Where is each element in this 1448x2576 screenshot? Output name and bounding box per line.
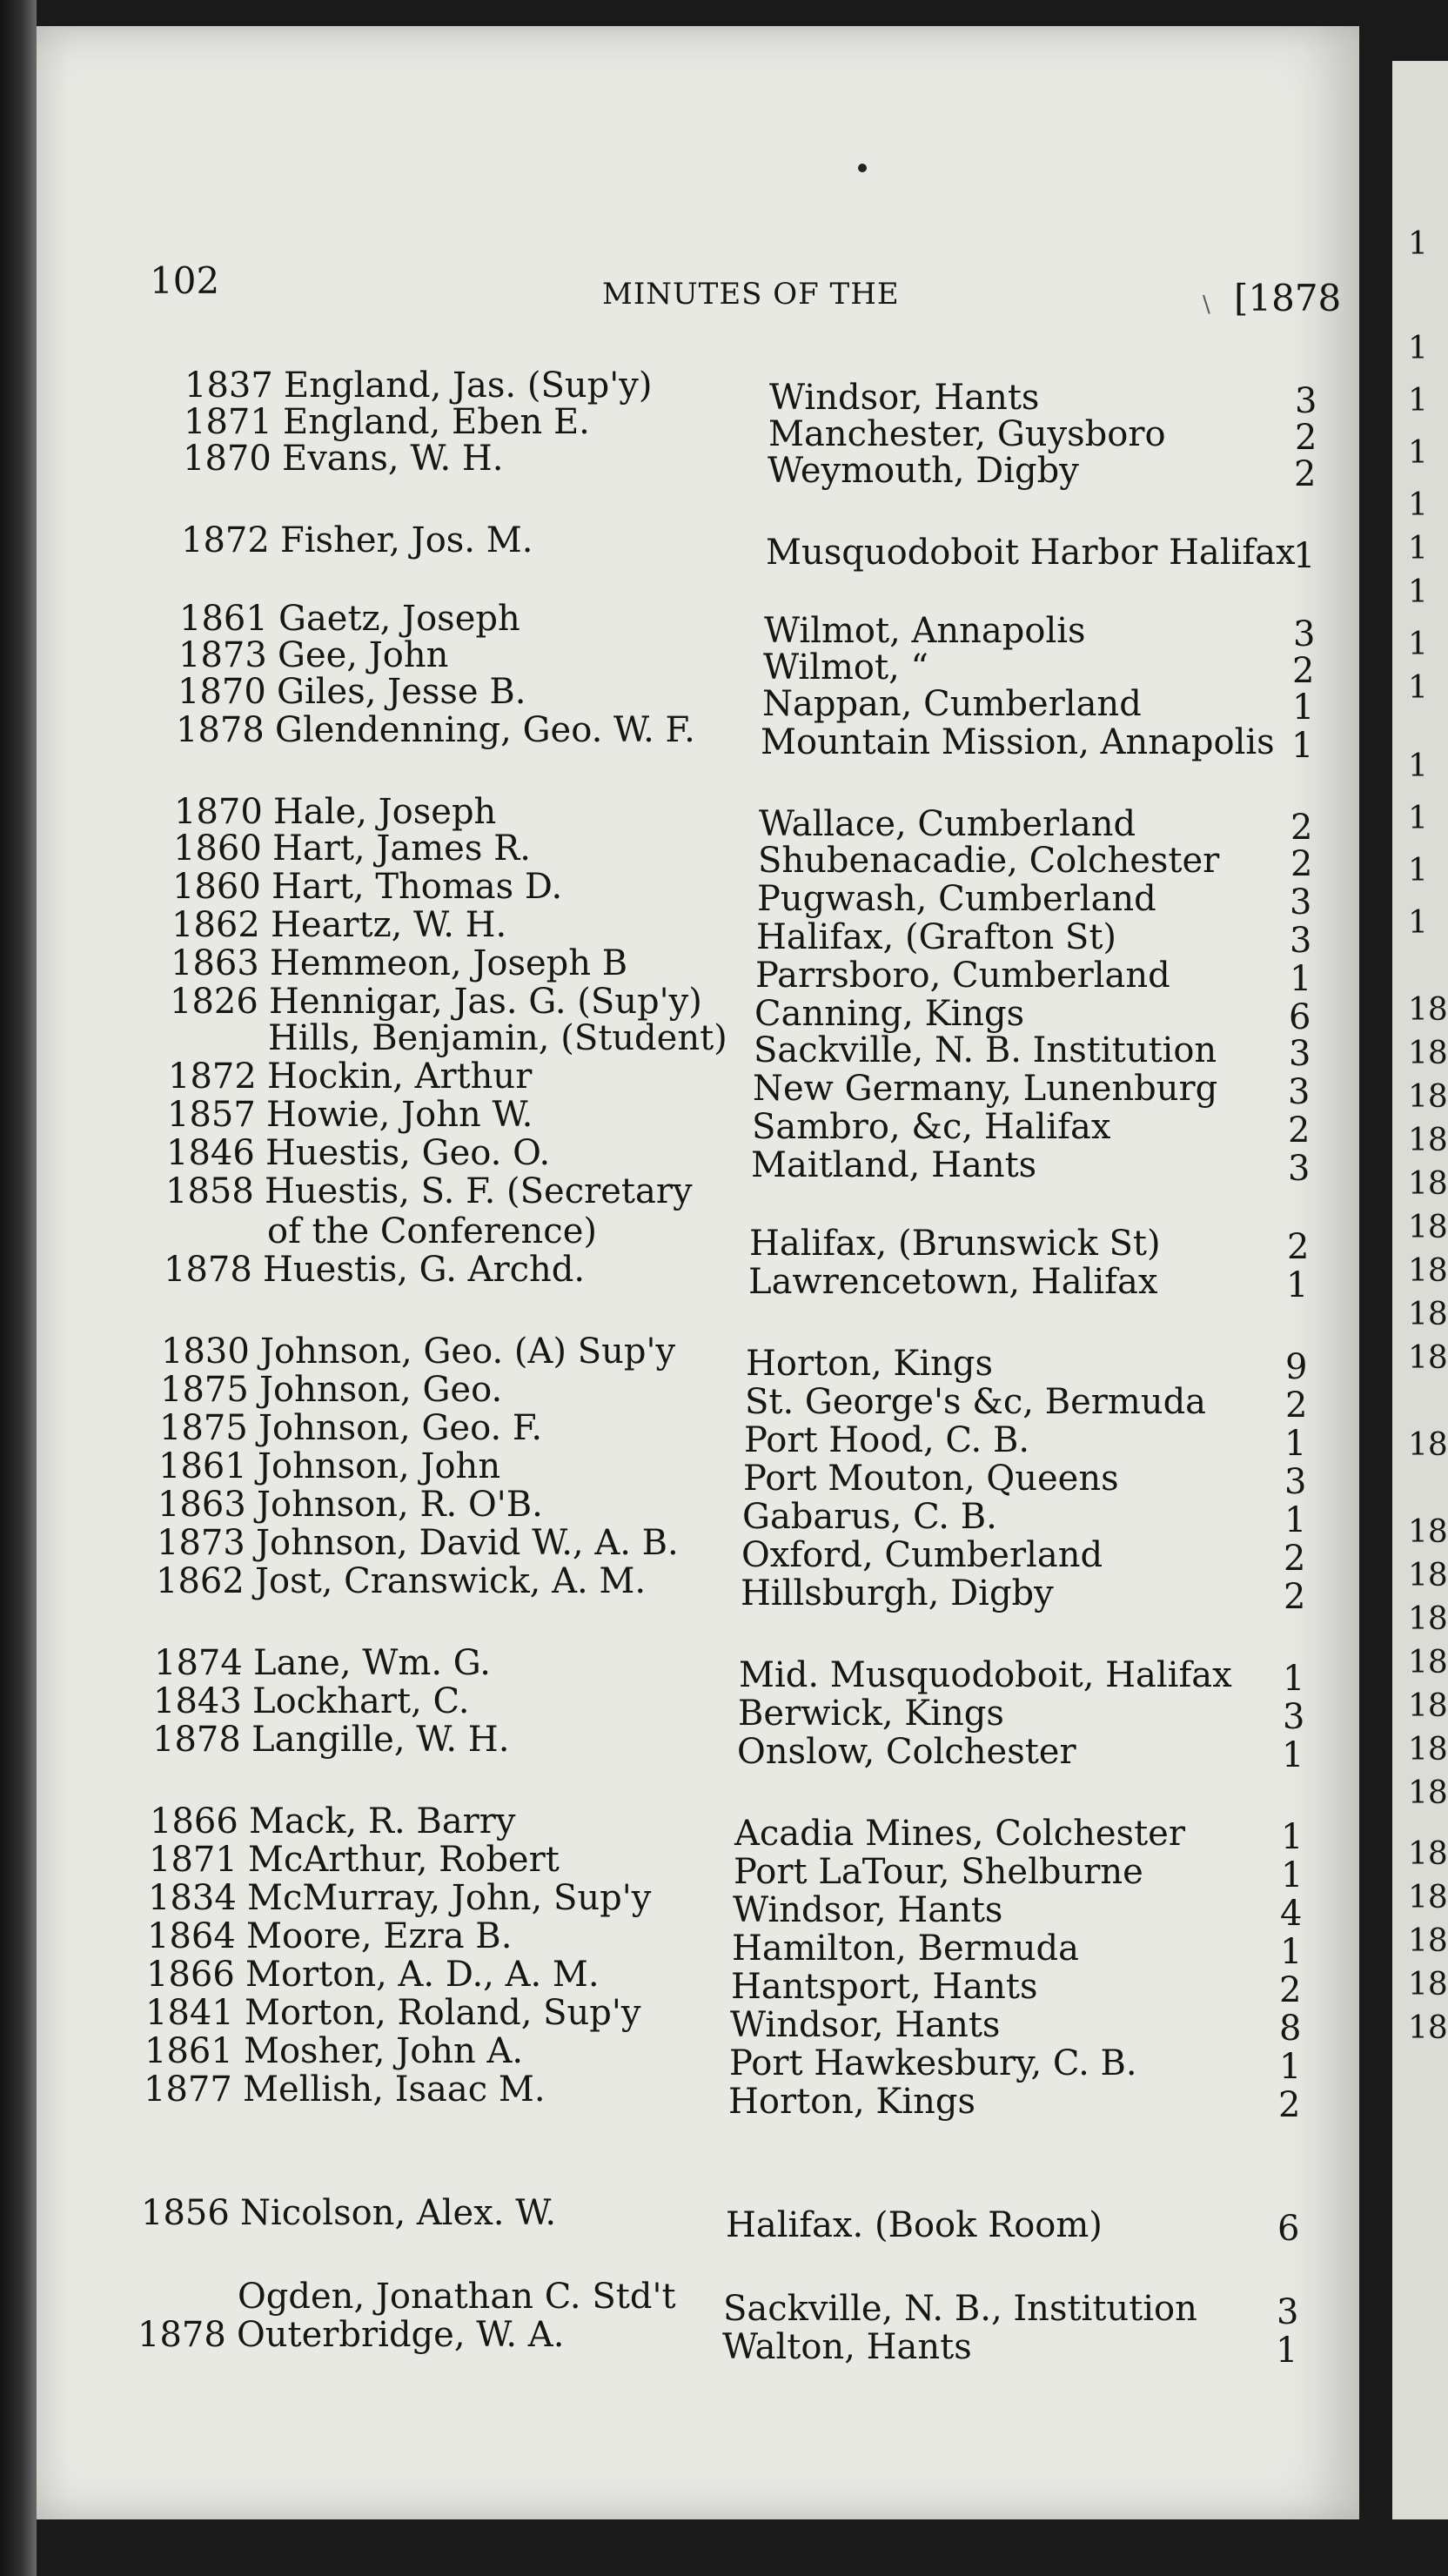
entry-year: 1870 [174, 792, 263, 832]
list-item [0, 1681, 1392, 1737]
next-page-fragment: 1 [1408, 435, 1428, 471]
entry-circuit: Oxford, Cumberland [741, 1535, 1103, 1575]
entry-name: Hart, Thomas D. [272, 867, 563, 907]
entry-name: Johnson, R. O'B. [257, 1485, 543, 1525]
entry-count: 3 [1295, 381, 1317, 421]
entry-count: 2 [1292, 651, 1315, 691]
entry-circuit: Parrsboro, Cumberland [755, 956, 1170, 996]
next-page-edge [1392, 61, 1448, 2519]
next-page-fragment: 1 [1408, 226, 1428, 262]
next-page-fragment: 1 [1408, 574, 1428, 610]
list-item [0, 828, 1392, 884]
entry-name: Johnson, Geo. F. [258, 1408, 543, 1448]
entry-name: Moore, Ezra B. [246, 1916, 513, 1956]
entry-year: 1878 [152, 1720, 241, 1760]
entry-circuit: Walton, Hants [722, 2327, 972, 2367]
entry-count: 2 [1287, 1227, 1310, 1267]
entry-name: Ogden, Jonathan C. Std't [238, 2277, 676, 2317]
entry-circuit: Sambro, &c, Halifax [752, 1107, 1111, 1147]
entry-year: 1830 [161, 1332, 250, 1372]
entry-circuit: Mid. Musquodoboit, Halifax [739, 1655, 1232, 1695]
list-item [0, 672, 1392, 728]
list-item [0, 1250, 1392, 1305]
entry-circuit: Canning, Kings [754, 994, 1025, 1034]
list-item [0, 1370, 1392, 1426]
entry-year: 1875 [159, 1408, 248, 1448]
entry-year: 1873 [178, 635, 267, 675]
entry-year: 1856 [141, 2193, 230, 2233]
entry-year: 1874 [154, 1643, 243, 1683]
entry-count: 1 [1291, 726, 1314, 766]
entry-name: Johnson, Geo. [259, 1370, 503, 1410]
next-page-fragment: 18 [1408, 1558, 1448, 1593]
entry-name: Glendenning, Geo. W. F. [275, 710, 695, 750]
entry-year: 1826 [170, 982, 258, 1022]
entry-circuit: Port Hood, C. B. [744, 1420, 1030, 1460]
next-page-fragment: 18 [1408, 1514, 1448, 1550]
entry-circuit: Sackville, N. B. Institution [754, 1030, 1217, 1070]
entry-circuit: Wilmot, Annapolis [764, 611, 1086, 651]
list-item [0, 366, 1392, 421]
entry-count: 1 [1281, 1817, 1304, 1857]
next-page-fragment: 18 [1408, 1923, 1448, 1959]
next-page-fragment: 18 [1408, 992, 1448, 1028]
entry-count: 3 [1289, 1034, 1311, 1074]
entry-circuit: Hillsburgh, Digby [741, 1573, 1054, 1613]
entry-year: 1846 [166, 1133, 255, 1173]
entry-year: 1866 [146, 1955, 235, 1995]
entry-year: 1871 [149, 1840, 238, 1880]
entry-name: Outerbridge, W. A. [237, 2315, 565, 2355]
entry-count: 2 [1278, 2085, 1301, 2125]
entry-circuit: Horton, Kings [746, 1344, 994, 1384]
entry-circuit: Horton, Kings [728, 2082, 976, 2122]
list-item [0, 520, 1392, 576]
entry-name: Gaetz, Joseph [278, 599, 520, 639]
entry-count: 6 [1277, 2209, 1300, 2249]
next-page-fragment: 18 [1408, 1340, 1448, 1376]
entry-count: 3 [1290, 882, 1312, 922]
entry-count: 1 [1284, 1500, 1307, 1540]
entry-year: 1861 [144, 2031, 233, 2071]
entry-year: 1878 [137, 2315, 226, 2355]
entry-name: Giles, Jesse B. [277, 672, 526, 712]
running-title: MINUTES OF THE [602, 277, 900, 312]
entry-name: McMurray, John, Sup'y [247, 1878, 652, 1918]
next-page-fragment: 18 [1408, 1079, 1448, 1115]
entry-count: 3 [1290, 921, 1312, 961]
entry-circuit: Berwick, Kings [738, 1694, 1004, 1734]
list-item [0, 1408, 1392, 1464]
next-page-fragment: 18 [1408, 1427, 1448, 1463]
entry-circuit: Nappan, Cumberland [762, 684, 1142, 724]
next-page-fragment: 1 [1408, 748, 1428, 784]
entry-circuit: Windsor, Hants [733, 1890, 1003, 1930]
entry-year: 1866 [150, 1801, 238, 1841]
entry-circuit: Pugwash, Cumberland [757, 879, 1156, 919]
entry-count: 2 [1284, 1539, 1306, 1579]
entry-name: Johnson, John [258, 1446, 501, 1486]
entry-count: 9 [1285, 1347, 1308, 1387]
entry-count: 1 [1286, 1265, 1309, 1305]
list-item [0, 1878, 1392, 1934]
list-item [0, 402, 1392, 458]
entry-name: Lane, Wm. G. [253, 1643, 491, 1683]
next-page-fragment: 1 [1408, 487, 1428, 523]
entry-name: England, Jas. (Sup'y) [284, 366, 653, 406]
entry-count: 1 [1280, 1932, 1303, 1972]
entry-year: 1870 [183, 439, 272, 479]
entry-circuit: Musquodoboit Harbor Halifax [766, 533, 1296, 573]
entry-name: Jost, Cranswick, A. M. [255, 1561, 647, 1601]
next-page-fragment: 1 [1408, 801, 1428, 836]
entry-circuit: Maitland, Hants [751, 1145, 1037, 1185]
list-item [0, 1057, 1392, 1112]
entry-name: England, Eben E. [283, 402, 590, 442]
list-item [0, 905, 1392, 961]
entry-circuit: Windsor, Hants [769, 378, 1040, 418]
entry-circuit: Lawrencetown, Halifax [748, 1262, 1158, 1302]
list-item [0, 1561, 1392, 1617]
entry-circuit: Hamilton, Bermuda [732, 1929, 1079, 1969]
list-item [0, 1485, 1392, 1540]
entry-name: Evans, W. H. [282, 439, 504, 479]
entry-name: Nicolson, Alex. W. [240, 2193, 557, 2233]
entry-count: 3 [1288, 1072, 1311, 1112]
list-item [0, 1993, 1392, 2049]
entry-name: Johnson, David W., A. B. [256, 1523, 679, 1563]
entry-circuit: Weymouth, Digby [768, 451, 1079, 491]
entry-name: Hills, Benjamin, (Student) [268, 1018, 727, 1058]
next-page-fragment: 1 [1408, 670, 1428, 706]
entry-count: 1 [1283, 1659, 1305, 1699]
entry-name: Johnson, Geo. (A) Sup'y [260, 1332, 676, 1372]
entry-count: 2 [1290, 808, 1313, 848]
entry-circuit: Windsor, Hants [730, 2005, 1001, 2045]
list-item [0, 599, 1392, 654]
list-item [0, 1018, 1392, 1074]
list-item [0, 2277, 1392, 2332]
entry-year: 1862 [156, 1561, 245, 1601]
list-item [0, 1446, 1392, 1502]
next-page-fragment: 1 [1408, 627, 1428, 662]
entry-count: 6 [1289, 997, 1311, 1037]
entry-name: Fisher, Jos. M. [280, 520, 533, 560]
entry-count: 3 [1284, 1462, 1307, 1502]
next-page-fragment: 18 [1408, 1645, 1448, 1680]
entry-count: 1 [1290, 959, 1312, 999]
entry-count: 2 [1288, 1110, 1311, 1150]
entry-count: 1 [1292, 688, 1315, 728]
entry-circuit: Port Mouton, Queens [743, 1459, 1119, 1499]
list-item [0, 2031, 1392, 2087]
entry-count: 3 [1277, 2292, 1299, 2332]
list-item [0, 943, 1392, 999]
entry-count: 1 [1281, 1855, 1304, 1895]
next-page-fragment: 18 [1408, 1166, 1448, 1202]
list-item [0, 1840, 1392, 1895]
entry-count: 1 [1284, 1424, 1307, 1464]
entry-name: Mosher, John A. [244, 2031, 524, 2071]
entry-year: 1878 [176, 710, 265, 750]
stray-mark: \ [1203, 292, 1210, 318]
list-item [0, 792, 1392, 848]
entry-name: Huestis, S. F. (Secretary [265, 1171, 693, 1211]
entry-year: 1834 [148, 1878, 237, 1918]
next-page-fragment: 18 [1408, 1688, 1448, 1724]
list-item [0, 867, 1392, 922]
list-item [0, 2070, 1392, 2125]
entry-name: Morton, A. D., A. M. [245, 1955, 600, 1995]
list-item [0, 1211, 1392, 1267]
next-page-fragment: 1 [1408, 905, 1428, 941]
entry-year: 1862 [171, 905, 260, 945]
entry-count: 1 [1276, 2331, 1298, 2371]
entry-name: Hale, Joseph [273, 792, 497, 832]
entry-year: 1871 [184, 402, 272, 442]
entry-year: 1864 [147, 1916, 236, 1956]
entry-count: 1 [1293, 536, 1316, 576]
list-item [0, 1955, 1392, 2010]
entry-circuit: Port Hawkesbury, C. B. [729, 2043, 1137, 2083]
list-item [0, 1133, 1392, 1189]
entry-count: 2 [1279, 1970, 1302, 2010]
entry-name: Lockhart, C. [252, 1681, 470, 1721]
entry-circuit: Sackville, N. B., Institution [723, 2289, 1197, 2329]
entry-circuit: Manchester, Guysboro [768, 414, 1166, 454]
list-item [0, 982, 1392, 1037]
entry-name: Gee, John [278, 635, 449, 675]
list-item [0, 1095, 1392, 1150]
list-item [0, 1916, 1392, 1972]
entry-count: 3 [1288, 1149, 1311, 1189]
entry-year: 1861 [158, 1446, 247, 1486]
list-item [0, 1801, 1392, 1857]
next-page-fragment: 18 [1408, 1967, 1448, 2002]
entry-count: 2 [1284, 1577, 1306, 1617]
entry-name: Mellish, Isaac M. [243, 2070, 546, 2110]
entry-name: Hart, James R. [272, 828, 531, 869]
entry-count: 3 [1283, 1697, 1305, 1737]
entry-name: Mack, R. Barry [249, 1801, 516, 1841]
next-page-fragment: 18 [1408, 1253, 1448, 1289]
next-page-fragment: 18 [1408, 1836, 1448, 1872]
entry-year: 1877 [144, 2070, 232, 2110]
list-item [0, 1332, 1392, 1387]
list-item [0, 635, 1392, 691]
entry-circuit: Mountain Mission, Annapolis [761, 722, 1275, 762]
next-page-fragment: 18 [1408, 1036, 1448, 1071]
entry-year: 1860 [173, 828, 262, 869]
entry-year: 1860 [172, 867, 261, 907]
entry-year: 1843 [153, 1681, 242, 1721]
page-number: 102 [150, 259, 220, 302]
entry-count: 2 [1290, 844, 1313, 884]
entry-count: 4 [1280, 1894, 1303, 1934]
next-page-fragment: 1 [1408, 531, 1428, 567]
entry-circuit: Shubenacadie, Colchester [758, 841, 1220, 881]
entry-circuit: St. George's &c, Bermuda [745, 1382, 1207, 1422]
next-page-fragment: 1 [1408, 383, 1428, 419]
entry-year: 1861 [179, 599, 268, 639]
entry-name: of the Conference) [267, 1211, 597, 1251]
running-year: [1878 [1234, 277, 1342, 319]
entry-year: 1858 [165, 1171, 254, 1211]
entry-circuit: Hantsport, Hants [731, 1967, 1038, 2007]
next-page-fragment: 18 [1408, 1210, 1448, 1245]
entry-count: 2 [1285, 1385, 1308, 1426]
entry-year: 1872 [168, 1057, 257, 1097]
next-page-fragment: 18 [1408, 2010, 1448, 2046]
entry-year: 1872 [181, 520, 270, 560]
entry-circuit: Gabarus, C. B. [742, 1497, 997, 1537]
entry-count: 2 [1295, 418, 1317, 458]
entry-year: 1857 [167, 1095, 256, 1135]
entry-count: 2 [1294, 454, 1317, 494]
next-page-fragment: 1 [1408, 853, 1428, 889]
entry-circuit: Halifax, (Brunswick St) [749, 1224, 1161, 1264]
entry-year: 1870 [178, 672, 266, 712]
list-item [0, 1643, 1392, 1699]
entry-name: Howie, John W. [266, 1095, 533, 1135]
entry-year: 1841 [145, 1993, 234, 2033]
entry-year: 1875 [160, 1370, 249, 1410]
entry-year: 1837 [184, 366, 273, 406]
list-item [0, 2193, 1392, 2249]
entry-circuit: Port LaTour, Shelburne [734, 1852, 1143, 1892]
entry-name: Hennigar, Jas. G. (Sup'y) [269, 982, 702, 1022]
entry-count: 8 [1279, 2009, 1302, 2049]
list-item [0, 2315, 1392, 2371]
entry-name: Huestis, G. Archd. [263, 1250, 586, 1290]
list-item [0, 710, 1392, 766]
entry-name: Morton, Roland, Sup'y [245, 1993, 641, 2033]
entry-circuit: Acadia Mines, Colchester [734, 1814, 1185, 1854]
entry-circuit: Wallace, Cumberland [759, 804, 1136, 844]
entry-name: Hemmeon, Joseph B [270, 943, 628, 983]
entry-name: Langille, W. H. [251, 1720, 510, 1760]
next-page-fragment: 18 [1408, 1732, 1448, 1768]
list-item [0, 1171, 1392, 1211]
entry-name: Hockin, Arthur [267, 1057, 533, 1097]
entry-count: 1 [1282, 1735, 1304, 1775]
next-page-fragment: 18 [1408, 1297, 1448, 1332]
list-item [0, 439, 1392, 494]
entry-circuit: Onslow, Colchester [737, 1732, 1076, 1772]
next-page-fragment: 18 [1408, 1123, 1448, 1158]
entry-year: 1863 [171, 943, 259, 983]
entry-circuit: Halifax. (Book Room) [726, 2205, 1103, 2245]
list-item [0, 1523, 1392, 1579]
list-item [0, 1720, 1392, 1775]
entry-name: Huestis, Geo. O. [265, 1133, 551, 1173]
entry-circuit: Halifax, (Grafton St) [756, 917, 1117, 957]
entry-year: 1878 [164, 1250, 252, 1290]
next-page-fragment: 18 [1408, 1601, 1448, 1637]
entry-year: 1873 [157, 1523, 245, 1563]
next-page-fragment: 18 [1408, 1880, 1448, 1915]
entry-name: McArthur, Robert [248, 1840, 560, 1880]
next-page-fragment: 18 [1408, 1775, 1448, 1811]
entry-count: 3 [1293, 614, 1316, 654]
entry-circuit: Wilmot, “ [763, 647, 928, 688]
entry-circuit: New Germany, Lunenburg [753, 1069, 1218, 1109]
next-page-fragment: 1 [1408, 331, 1428, 366]
entry-count: 1 [1279, 2047, 1302, 2087]
entry-name: Heartz, W. H. [271, 905, 507, 945]
entry-year: 1863 [158, 1485, 246, 1525]
